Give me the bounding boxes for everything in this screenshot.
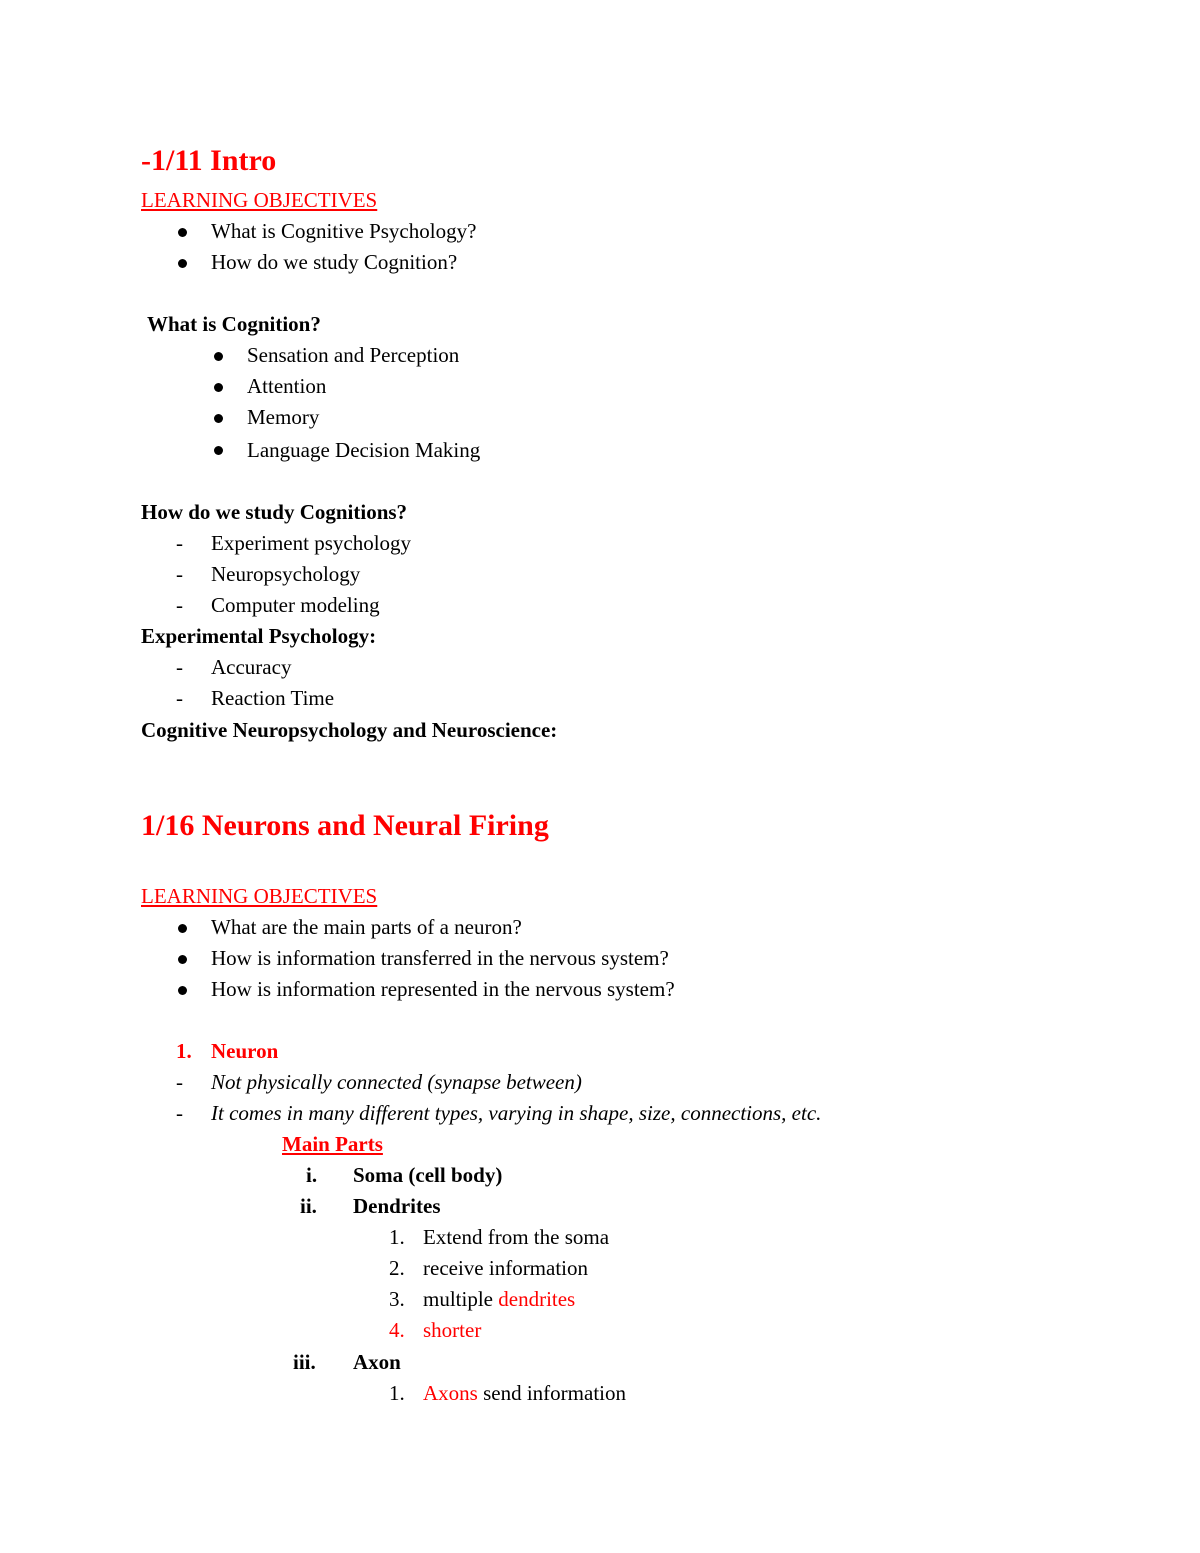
item-number: 4.: [389, 1318, 405, 1342]
main-parts-heading: Main Parts: [282, 1132, 383, 1156]
list-item: What are the main parts of a neuron?: [211, 915, 522, 939]
neuron-note: Not physically connected (synapse between): [211, 1070, 582, 1094]
list-item: Reaction Time: [211, 686, 335, 710]
list-item: Memory: [247, 405, 320, 429]
dash-marker: -: [176, 655, 183, 679]
section2-objectives-heading: LEARNING OBJECTIVES: [141, 884, 378, 908]
section1-objectives-heading: LEARNING OBJECTIVES: [141, 188, 378, 212]
part-label: Axon: [353, 1350, 401, 1374]
neuroscience-heading: Cognitive Neuropsychology and Neuroscience:: [141, 718, 558, 742]
list-item: Experiment psychology: [211, 531, 412, 555]
bullet-icon: [178, 259, 187, 268]
list-item: Computer modeling: [211, 593, 380, 617]
list-item: shorter: [423, 1318, 482, 1342]
part-label: Dendrites: [353, 1194, 441, 1218]
part-number: iii.: [293, 1350, 316, 1374]
list-item: [423, 1380, 626, 1406]
bullet-icon: [178, 228, 187, 237]
cognition-heading: What is Cognition?: [147, 312, 321, 336]
dash-marker: -: [176, 593, 183, 617]
dash-marker: -: [176, 562, 183, 586]
dash-marker: -: [176, 1101, 183, 1125]
bullet-icon: [178, 955, 187, 964]
list-item: Accuracy: [211, 655, 292, 679]
item-number: 1.: [389, 1225, 405, 1249]
neuron-heading: Neuron: [211, 1039, 279, 1063]
list-item: receive information: [423, 1256, 589, 1280]
neuron-number: 1.: [176, 1039, 192, 1063]
list-item: Neuropsychology: [211, 562, 361, 586]
part-number: i.: [306, 1163, 318, 1187]
item-text: send information: [477, 1381, 626, 1405]
item-text: multiple: [423, 1287, 499, 1311]
bullet-icon: [178, 986, 187, 995]
experimental-psychology-heading: Experimental Psychology:: [141, 624, 377, 648]
list-item: Attention: [247, 374, 327, 398]
list-item: How is information transferred in the nervous system?: [211, 946, 669, 970]
dash-marker: -: [176, 686, 183, 710]
bullet-icon: [214, 352, 223, 361]
bullet-icon: [214, 383, 223, 392]
list-item: How do we study Cognition?: [211, 250, 458, 274]
part-number: ii.: [300, 1194, 317, 1218]
list-item: [423, 1286, 575, 1312]
list-item: Language Decision Making: [247, 438, 481, 462]
list-item: What is Cognitive Psychology?: [211, 219, 477, 243]
list-item: Extend from the soma: [423, 1225, 610, 1249]
bullet-icon: [178, 924, 187, 933]
item-number: 1.: [389, 1381, 405, 1405]
dash-marker: -: [176, 531, 183, 555]
part-label: Soma (cell body): [353, 1163, 503, 1187]
bullet-icon: [214, 414, 223, 423]
section1-title: -1/11 Intro: [141, 144, 277, 177]
study-cognitions-heading: How do we study Cognitions?: [141, 500, 408, 524]
neuron-note: It comes in many different types, varying in shape, size, connections, etc.: [211, 1101, 822, 1125]
item-number: 3.: [389, 1287, 405, 1311]
list-item: Sensation and Perception: [247, 343, 460, 367]
item-number: 2.: [389, 1256, 405, 1280]
item-highlight: dendrites: [498, 1287, 576, 1311]
dash-marker: -: [176, 1070, 183, 1094]
list-item: How is information represented in the nervous system?: [211, 977, 675, 1001]
bullet-icon: [214, 446, 223, 455]
item-highlight: Axons: [423, 1381, 478, 1405]
section2-title: 1/16 Neurons and Neural Firing: [141, 809, 549, 842]
